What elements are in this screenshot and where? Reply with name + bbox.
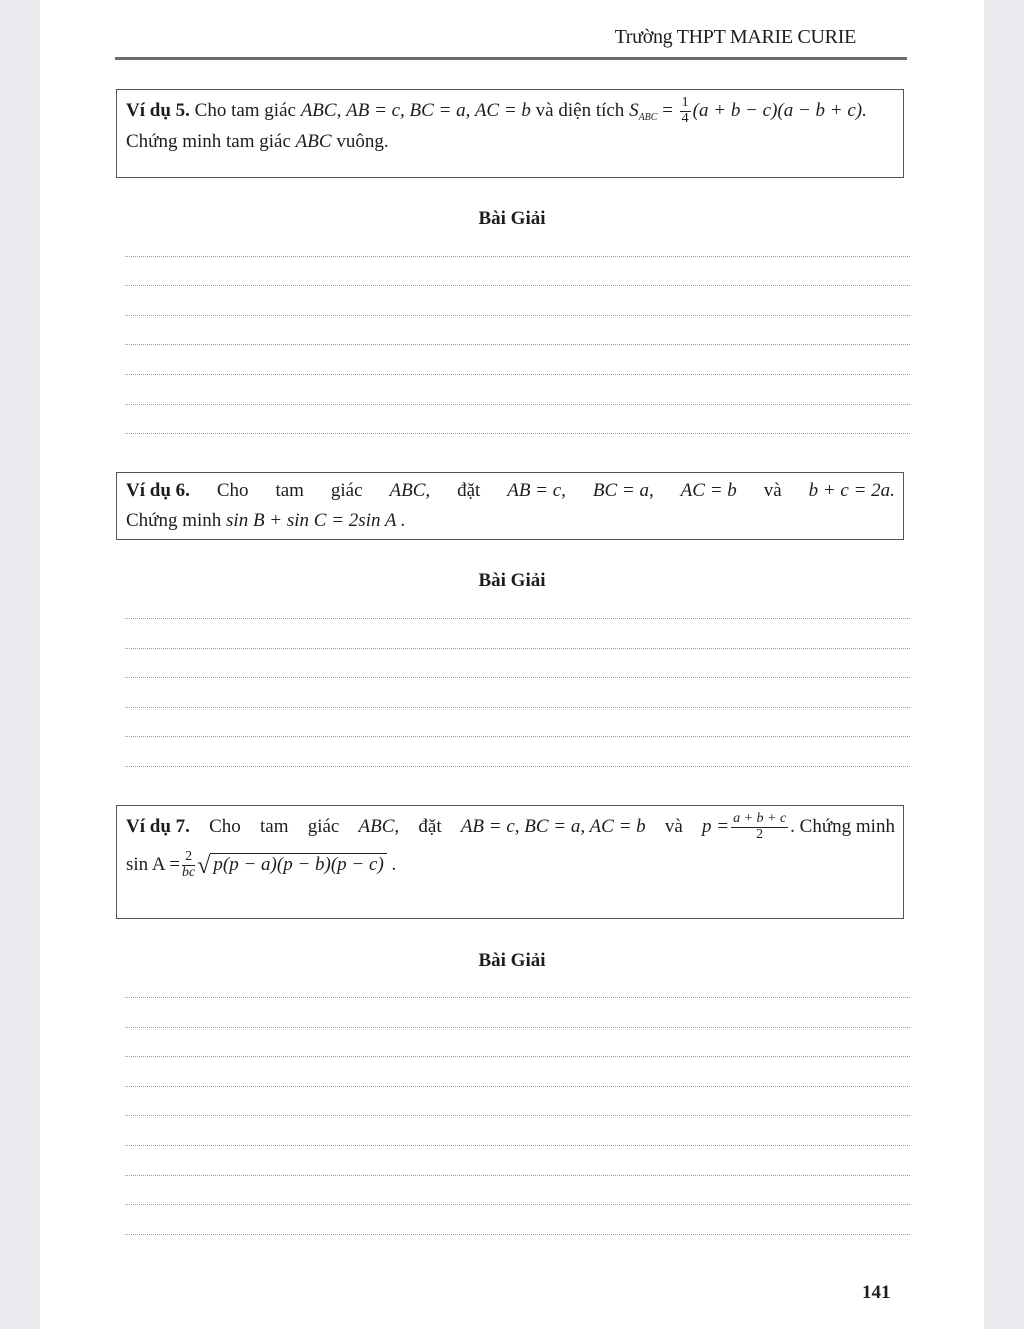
- page-header: Trường THPT MARIE CURIE: [614, 26, 856, 48]
- answer-line: [125, 1204, 910, 1205]
- solution-title-5: Bài Giải: [478, 208, 546, 229]
- answer-line: [125, 285, 910, 286]
- example-7-line-1: Ví dụ 7. Cho tam giác ABC, đặt AB = c, BC = a, AC = b và p = $\frac{a + b + c}{2}$ . Chứng minh: [126, 811, 895, 843]
- answer-line: [125, 433, 910, 434]
- example-5-connector: và diện tích: [535, 100, 625, 121]
- example-7-line-2: sin A = $\frac{2}{bc}$ √ p(p − a)(p − b)(p − c) .: [126, 847, 895, 885]
- example-7-p-definition: p = $\frac{a + b + c}{2}$ . Chứng minh: [701, 811, 895, 843]
- example-6-line-2: Chứng minh sin B + sin C = 2sin A .: [126, 510, 406, 532]
- example-7-label: Ví dụ 7.: [126, 816, 190, 838]
- example-5-line-1: Ví dụ 5. Cho tam giác ABC, AB = c, BC = a, AC = b và diện tích $S_{ABC}$ = $\frac{1}{4}$ (a + b − c)(a − b + c).: [126, 95, 867, 127]
- example-7-p-fraction: $\frac{a + b + c}{2}$: [733, 811, 787, 843]
- answer-line: [125, 315, 910, 316]
- answer-line: [125, 1086, 910, 1087]
- answer-line: [125, 1145, 910, 1146]
- answer-line: [125, 1115, 910, 1116]
- answer-line: [125, 766, 910, 767]
- example-5-box: [116, 89, 904, 178]
- answer-line: [125, 1175, 910, 1176]
- example-5-area-expr: (a + b − c)(a − b + c).: [692, 100, 867, 121]
- page-number: 141: [862, 1282, 891, 1303]
- example-5-label: Ví dụ 5.: [126, 100, 190, 121]
- example-7-sqrt: √ p(p − a)(p − b)(p − c): [197, 847, 387, 885]
- answer-line: [125, 648, 910, 649]
- example-5-conditions: AB = c, BC = a, AC = b: [346, 100, 531, 121]
- answer-line: [125, 374, 910, 375]
- answer-line: [125, 344, 910, 345]
- answer-line: [125, 256, 910, 257]
- answer-line: [125, 618, 910, 619]
- example-6-label: Ví dụ 6.: [126, 480, 190, 501]
- solution-title-7: Bài Giải: [478, 950, 546, 971]
- solution-title-6: Bài Giải: [478, 570, 546, 591]
- answer-line: [125, 707, 910, 708]
- answer-line: [125, 1027, 910, 1028]
- answer-line: [125, 997, 910, 998]
- example-5-text: Cho tam giác: [194, 100, 296, 121]
- example-5-area-symbol: S: [629, 100, 639, 121]
- example-6-box: [116, 472, 904, 540]
- answer-line: [125, 677, 910, 678]
- header-rule: [115, 57, 907, 60]
- document-page: [40, 0, 984, 1329]
- example-5-area-subscript: ABC: [638, 112, 658, 123]
- example-5-fraction: $\frac{1}{4}$: [681, 95, 689, 127]
- example-5-triangle: ABC: [300, 100, 337, 121]
- answer-line: [125, 1234, 910, 1235]
- example-7-box: [116, 805, 904, 919]
- example-6-line-1: Ví dụ 6. Cho tam giác ABC, đặt AB = c, BC = a, AC = b và b + c = 2a.: [126, 476, 895, 506]
- example-5-line-2: Chứng minh tam giác ABC vuông.: [126, 130, 389, 152]
- example-5-equals: =: [662, 100, 673, 121]
- example-7-fraction: $\frac{2}{bc}$: [182, 849, 196, 880]
- answer-line: [125, 404, 910, 405]
- answer-line: [125, 736, 910, 737]
- answer-line: [125, 1056, 910, 1057]
